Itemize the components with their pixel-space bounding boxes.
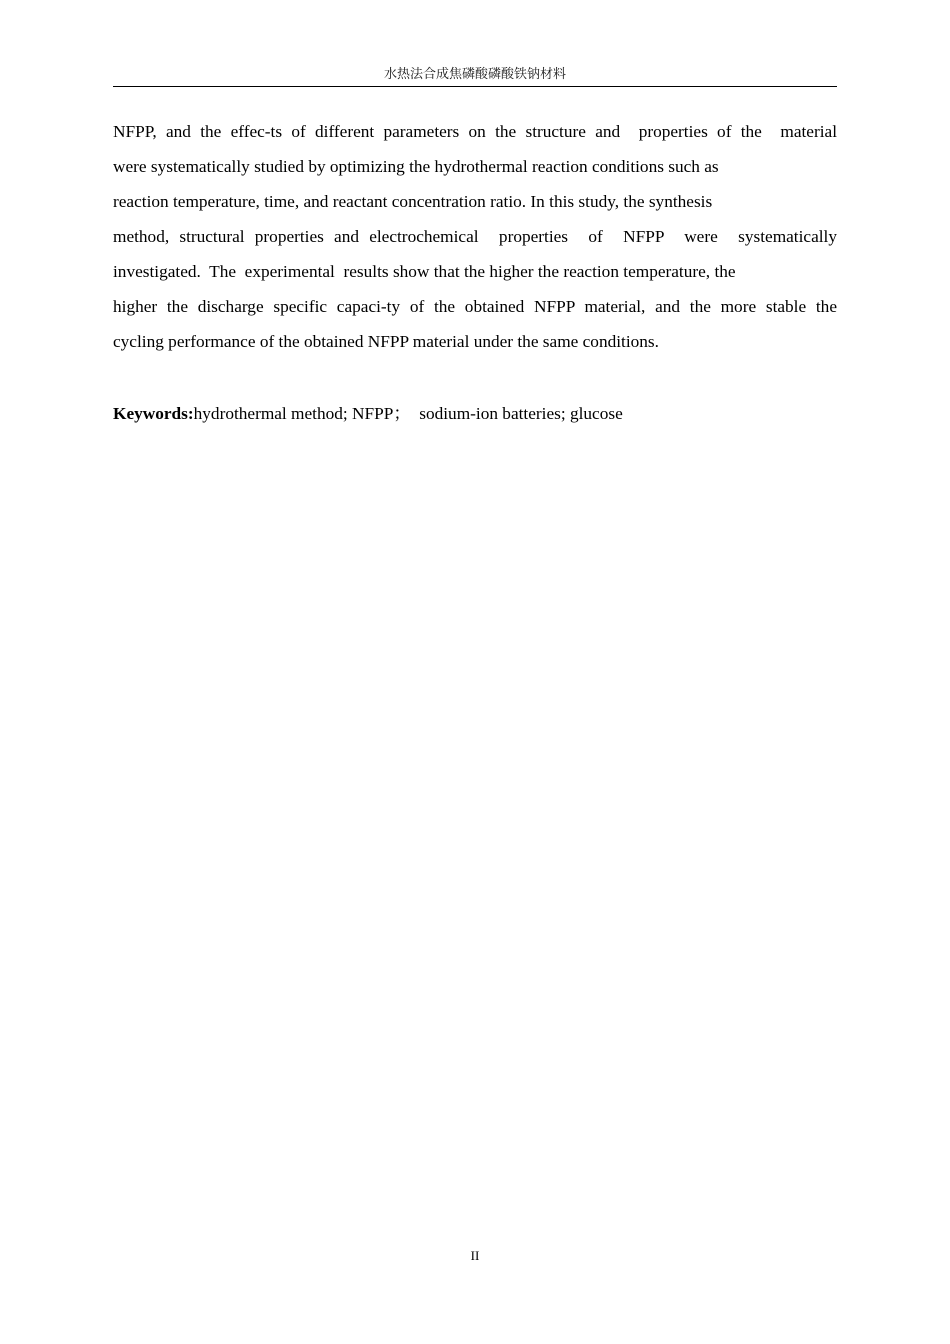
- header-rule: [113, 86, 837, 87]
- abstract-line: were systematically studied by optimizing the hydrothermal reaction conditions such as: [113, 157, 719, 176]
- keywords-line: [113, 396, 837, 431]
- keywords-label: Keywords:: [113, 404, 194, 423]
- keywords-text: hydrothermal method; NFPP； sodium-ion batteries; glucose: [193, 404, 623, 423]
- abstract-line: higher the discharge specific capaci-ty of the obtained NFPP material, and the more stable the: [113, 297, 837, 316]
- abstract-paragraph: [113, 114, 837, 359]
- running-header: 水热法合成焦磷酸磷酸铁钠材料: [383, 67, 566, 82]
- abstract-line: cycling performance of the obtained NFPP material under the same conditions.: [113, 332, 659, 351]
- page-number: II: [470, 1248, 480, 1263]
- abstract-line: investigated. The experimental results show that the higher the reaction temperature, the: [113, 262, 736, 281]
- abstract-line: reaction temperature, time, and reactant concentration ratio. In this study, the synthesis: [113, 192, 713, 211]
- abstract-line: method, structural properties and electrochemical properties of NFPP were systematically: [113, 227, 837, 246]
- abstract-line: NFPP, and the effec-ts of different parameters on the structure and properties of the material: [113, 122, 837, 141]
